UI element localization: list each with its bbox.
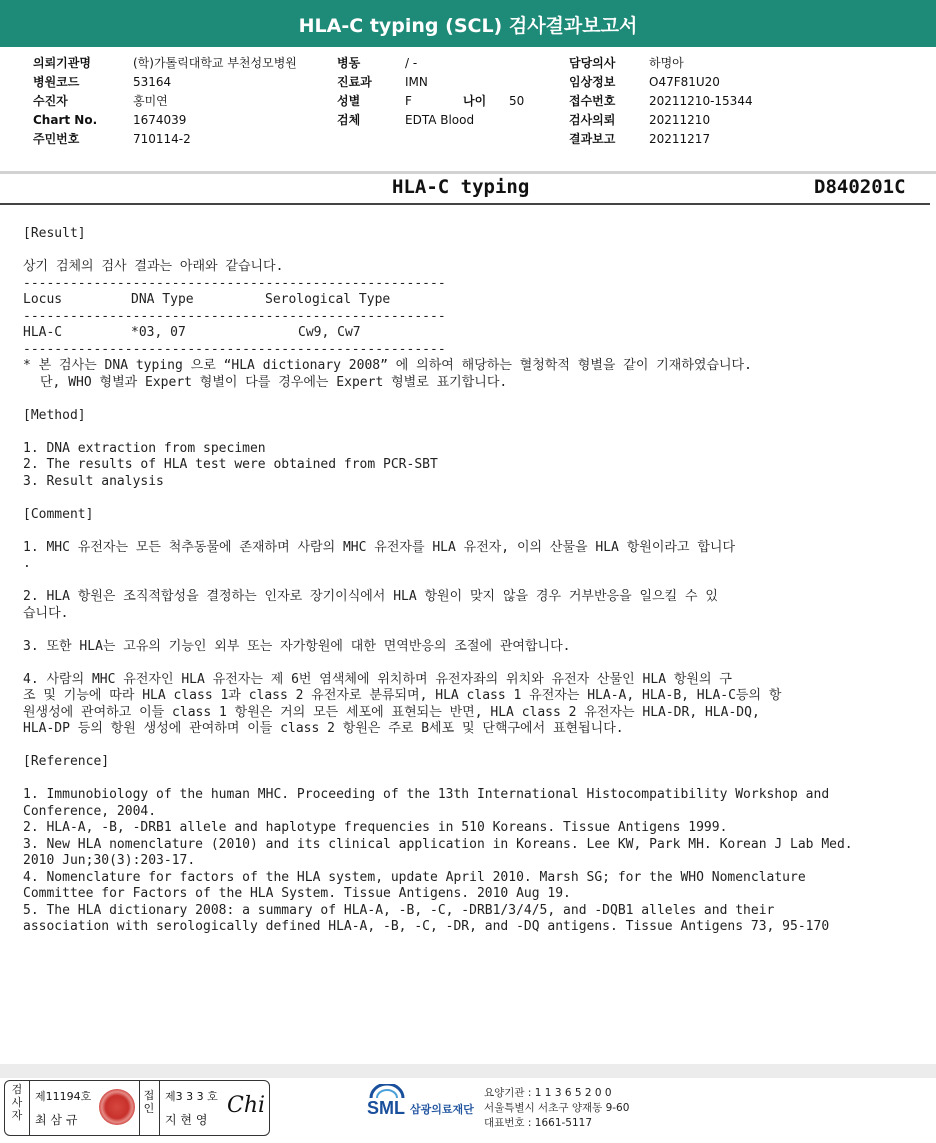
info-row — [33, 54, 297, 73]
result-heading: [Result] — [23, 226, 86, 241]
info-value: 20211210-15344 — [649, 94, 753, 108]
info-value: 1674039 — [133, 113, 187, 127]
method-heading: [Method] — [23, 407, 86, 423]
info-label: 임상정보 — [569, 75, 616, 89]
official-seal-icon — [99, 1089, 135, 1125]
info-label: 결과보고 — [569, 132, 616, 146]
info-label: 병원코드 — [33, 75, 80, 89]
age-label: 나이 — [463, 94, 487, 108]
sml-logo-icon — [367, 1084, 407, 1120]
tester-license: 제11194호 — [35, 1090, 92, 1103]
info-value: F — [405, 94, 412, 108]
contact-line: 대표번호 : 1661-5117 — [484, 1117, 593, 1129]
title-underline — [0, 203, 930, 205]
comment-line: 3. 또한 HLA는 고유의 기능인 외부 또는 자가항원에 대한 면역반응의 조절에 관여합니다. — [23, 638, 571, 654]
info-row — [33, 130, 297, 149]
result-note-line: * 본 검사는 DNA typing 으로 “HLA dictionary 2008” 에 의하여 해당하는 혈청학적 형별을 같이 기재하였습니다. — [23, 358, 752, 373]
info-row — [569, 130, 753, 149]
vertical-char: 자 — [11, 1109, 23, 1122]
result-table-row — [23, 325, 913, 342]
result-intro: 상기 검체의 검사 결과는 아래와 같습니다. — [23, 259, 284, 274]
foundation-name: 삼광의료재단 — [410, 1103, 474, 1116]
info-label: 병동 — [337, 56, 361, 70]
comment-line: HLA-DP 등의 항원 생성에 관여하며 이들 class 2 항원은 주로 B세포 및 단핵구에서 표현됩니다. — [23, 721, 624, 736]
info-label: 성별 — [337, 94, 361, 108]
col-header-dna-type: DNA Type — [131, 292, 194, 307]
logo-text: SML — [367, 1098, 405, 1118]
info-value: 20211210 — [649, 113, 711, 127]
reference-line: 5. The HLA dictionary 2008: a summary of HLA-A, -B, -C, -DRB1/3/4/5, and -DQB1 alleles and their — [23, 902, 775, 918]
info-label: Chart No. — [33, 113, 98, 127]
info-row — [337, 73, 524, 92]
report-title: HLA-C typing (SCL) 검사결과보고서 — [298, 15, 638, 37]
method-item: 3. Result analysis — [23, 473, 164, 489]
col-header-serological-type: Serological Type — [265, 292, 391, 307]
comment-line: 2. HLA 항원은 조직적합성을 결정하는 인자로 장기이식에서 HLA 항원이 맞지 않을 경우 거부반응을 일으킬 수 있 — [23, 589, 718, 604]
comment-heading: [Comment] — [23, 506, 94, 522]
reference-line: 4. Nomenclature for factors of the HLA system, update April 2010. Marsh SG; for the WHO Nomenclature — [23, 869, 806, 885]
reference-line: 1. Immunobiology of the human MHC. Proceeding of the 13th International Histocompatibility Workshop and — [23, 787, 830, 802]
info-value: / - — [405, 56, 418, 70]
info-row — [33, 111, 297, 130]
test-name: HLA-C typing — [392, 176, 530, 198]
patient-info-col3 — [569, 54, 753, 149]
cell-dna-type: *03, 07 — [131, 325, 186, 340]
info-row — [569, 111, 753, 130]
info-label: 검사의뢰 — [569, 113, 616, 127]
comment-line: 조 및 기능에 따라 HLA class 1과 class 2 유전자로 분류되며, HLA class 1 유전자는 HLA-A, HLA-B, HLA-C등의 항 — [23, 688, 782, 703]
info-label: 담당의사 — [569, 56, 616, 70]
method-item: 2. The results of HLA test were obtained from PCR-SBT — [23, 457, 438, 472]
report-title-bar — [0, 0, 936, 47]
reference-line: Conference, 2004. — [23, 803, 157, 819]
test-code: D840201C — [814, 176, 906, 198]
reference-line: 2010 Jun;30(3):203-17. — [23, 853, 196, 868]
info-label: 의뢰기관명 — [33, 56, 91, 70]
comment-line: 1. MHC 유전자는 모든 척추동물에 존재하며 사람의 MHC 유전자를 HLA 유전자, 이의 산물을 HLA 항원이라고 합니다 — [23, 539, 736, 555]
info-row — [337, 111, 524, 130]
info-label: 수진자 — [33, 94, 68, 108]
vertical-char: 사 — [11, 1096, 23, 1109]
info-value: O47F81U20 — [649, 75, 720, 89]
patient-info-col2 — [337, 54, 524, 130]
confirm-vertical-label — [141, 1089, 157, 1115]
dash-line: ------------------------------------------------------ — [23, 341, 446, 357]
reference-heading: [Reference] — [23, 754, 110, 769]
info-label: 진료과 — [337, 75, 372, 89]
comment-line: . — [23, 556, 31, 571]
signature-box — [4, 1080, 270, 1136]
patient-info-col1 — [33, 54, 297, 149]
info-row — [569, 92, 753, 111]
info-value: 710114-2 — [133, 132, 191, 146]
contact-line: 요양기관 : 1 1 3 6 5 2 0 0 — [484, 1087, 612, 1099]
tester-vertical-label — [9, 1083, 25, 1122]
contact-line: 서울특별시 서초구 양재동 9-60 — [484, 1102, 630, 1114]
result-table-header — [23, 292, 913, 309]
report-body — [23, 226, 913, 936]
info-row — [33, 73, 297, 92]
cell-locus: HLA-C — [23, 325, 63, 340]
info-value: 홍미연 — [133, 94, 168, 108]
col-header-locus: Locus — [23, 292, 63, 307]
info-value: EDTA Blood — [405, 113, 475, 127]
footer-divider — [0, 1064, 936, 1078]
vertical-char: 인 — [143, 1102, 155, 1115]
cell-serological-type: Cw9, Cw7 — [298, 325, 361, 340]
tester-name: 최 삼 규 — [35, 1113, 78, 1127]
info-value: 53164 — [133, 75, 172, 89]
age-value: 50 — [509, 94, 525, 108]
info-label: 접수번호 — [569, 94, 616, 108]
info-label: 주민번호 — [33, 132, 80, 146]
method-item: 1. DNA extraction from specimen — [23, 440, 266, 456]
dash-line: ------------------------------------------------------ — [23, 308, 446, 324]
result-note-line: 단, WHO 형별과 Expert 형별이 다를 경우에는 Expert 형별로 표기합니다. — [40, 374, 508, 390]
vertical-char: 검 — [11, 1083, 23, 1096]
comment-line: 원생성에 관여하고 이들 class 1 항원은 거의 모든 세포에 표현되는 반면, HLA class 2 유전자는 HLA-DR, HLA-DQ, — [23, 704, 760, 720]
contact-info — [484, 1086, 629, 1131]
header-divider — [0, 171, 936, 174]
info-row — [569, 54, 753, 73]
vertical-char: 접 — [143, 1089, 155, 1102]
reference-line: 2. HLA-A, -B, -DRB1 allele and haplotype frequencies in 510 Koreans. Tissue Antigens 1999. — [23, 820, 728, 835]
reference-line: Committee for Factors of the HLA System. Tissue Antigens. 2010 Aug 19. — [23, 886, 571, 901]
info-value: IMN — [405, 75, 428, 89]
info-row — [337, 54, 524, 73]
info-label: 검체 — [337, 113, 361, 127]
info-row — [33, 92, 297, 111]
signature-image: Chi — [227, 1093, 266, 1118]
info-row — [337, 92, 524, 111]
confirmer-name: 지 현 영 — [165, 1113, 208, 1127]
reference-line: association with serologically defined HLA-A, -B, -C, -DR, and -DQ antigens. Tissue Antigens 73, 95-170 — [23, 919, 830, 934]
info-row — [569, 73, 753, 92]
confirmer-license: 제3 3 3 호 — [165, 1090, 218, 1103]
reference-line: 3. New HLA nomenclature (2010) and its clinical application in Koreans. Lee KW, Park MH. Korean J Lab Med. — [23, 836, 853, 852]
comment-line: 습니다. — [23, 605, 69, 621]
comment-line: 4. 사람의 MHC 유전자인 HLA 유전자는 제 6번 염색체에 위치하며 유전자좌의 위치와 유전자 산물인 HLA 항원의 구 — [23, 671, 732, 687]
info-value: 하명아 — [649, 56, 684, 70]
dash-line: ------------------------------------------------------ — [23, 275, 446, 291]
info-value: (학)가톨릭대학교 부천성모병원 — [133, 56, 297, 70]
info-value: 20211217 — [649, 132, 711, 146]
